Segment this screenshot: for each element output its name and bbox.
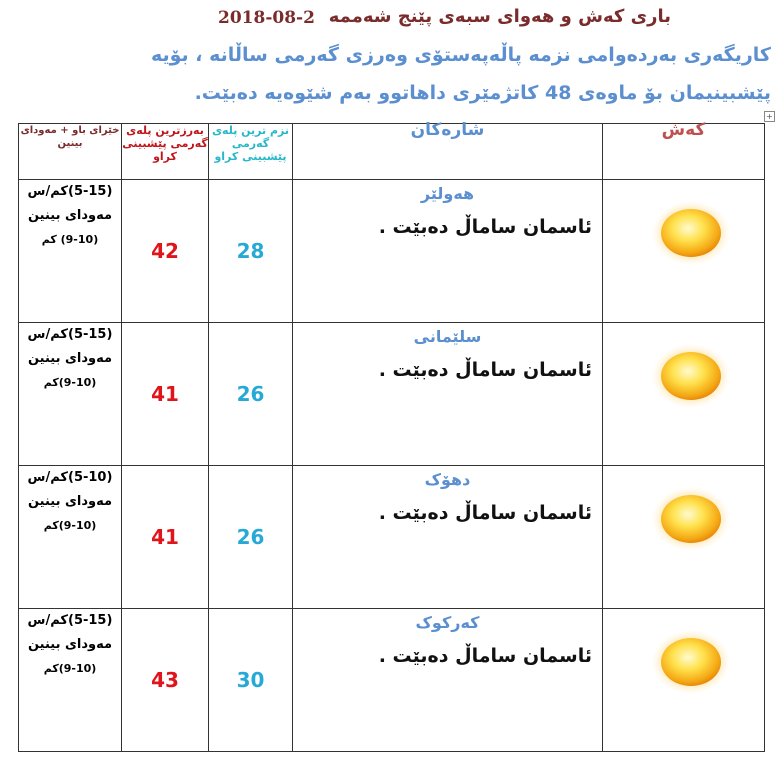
header-cities: شارەکان	[293, 124, 603, 180]
table-header-row	[19, 124, 765, 180]
forecast-date: 2018-08-2	[218, 8, 315, 28]
header-wind: خێرای باو + مەودای بینین	[19, 124, 122, 180]
weather-icon-cell	[603, 180, 765, 323]
wind-cell	[19, 180, 122, 323]
table-row	[19, 609, 765, 752]
weather-description: ئاسمان ساماڵ دەبێت .	[378, 502, 592, 524]
min-temp: 28	[209, 180, 293, 323]
title-bar	[0, 4, 779, 32]
wind-speed: (5-10)کم/س	[27, 470, 113, 485]
min-temp: 30	[209, 609, 293, 752]
wind-speed: (5-15)کم/س	[27, 327, 113, 342]
visibility-range: (9-10)کم	[43, 519, 97, 532]
city-cell	[293, 323, 603, 466]
max-temp: 43	[122, 609, 209, 752]
weather-description: ئاسمان ساماڵ دەبێت .	[378, 216, 592, 238]
max-temp: 41	[122, 466, 209, 609]
city-cell	[293, 609, 603, 752]
header-weather: کەش	[603, 124, 765, 180]
intro-line-1: کاریگەری بەردەوامی نزمە پاڵەپەستۆی وەرزی گەرمی ساڵانە ، بۆیە	[150, 44, 771, 66]
visibility-label: مەودای بینین	[27, 208, 113, 223]
min-temp: 26	[209, 466, 293, 609]
visibility-label: مەودای بینین	[27, 637, 113, 652]
intro-line-2: پێشبینیمان بۆ ماوەی 48 کاتژمێری داهاتوو بەم شێوەیە دەبێت.	[194, 82, 771, 104]
min-temp: 26	[209, 323, 293, 466]
city-cell	[293, 466, 603, 609]
table-move-handle-icon[interactable]: +	[764, 111, 775, 122]
wind-speed: (5-15)کم/س	[27, 184, 113, 199]
wind-cell	[19, 466, 122, 609]
weather-icon-cell	[603, 466, 765, 609]
city-name: سلێمانی	[413, 327, 482, 346]
visibility-range: (9-10)کم	[43, 662, 97, 675]
wind-cell	[19, 609, 122, 752]
city-name: دهۆک	[424, 470, 471, 489]
weather-icon-cell	[603, 609, 765, 752]
sun-icon	[651, 486, 731, 552]
table-row	[19, 323, 765, 466]
table-row	[19, 180, 765, 323]
sun-icon	[651, 629, 731, 695]
visibility-label: مەودای بینین	[27, 494, 113, 509]
wind-speed: (5-15)کم/س	[27, 613, 113, 628]
header-max-temp: بەرزترین پلەی گەرمی پێشبینی کراو	[122, 124, 209, 180]
max-temp: 42	[122, 180, 209, 323]
wind-cell	[19, 323, 122, 466]
table-row	[19, 466, 765, 609]
forecast-table	[18, 120, 765, 752]
city-cell	[293, 180, 603, 323]
visibility-range: (9-10) کم	[41, 233, 99, 246]
sun-icon	[651, 343, 731, 409]
visibility-label: مەودای بینین	[27, 351, 113, 366]
max-temp: 41	[122, 323, 209, 466]
weather-description: ئاسمان ساماڵ دەبێت .	[378, 645, 592, 667]
header-min-temp: نزم ترین پلەی گەرمی پێشبینی کراو	[209, 124, 293, 180]
page-title: باری کەش و هەوای سبەی پێنج شەممە	[328, 6, 671, 27]
visibility-range: (9-10)کم	[43, 376, 97, 389]
weather-icon-cell	[603, 323, 765, 466]
weather-description: ئاسمان ساماڵ دەبێت .	[378, 359, 592, 381]
city-name: کەرکوک	[415, 613, 480, 632]
sun-icon	[651, 200, 731, 266]
city-name: هەولێر	[420, 184, 475, 203]
